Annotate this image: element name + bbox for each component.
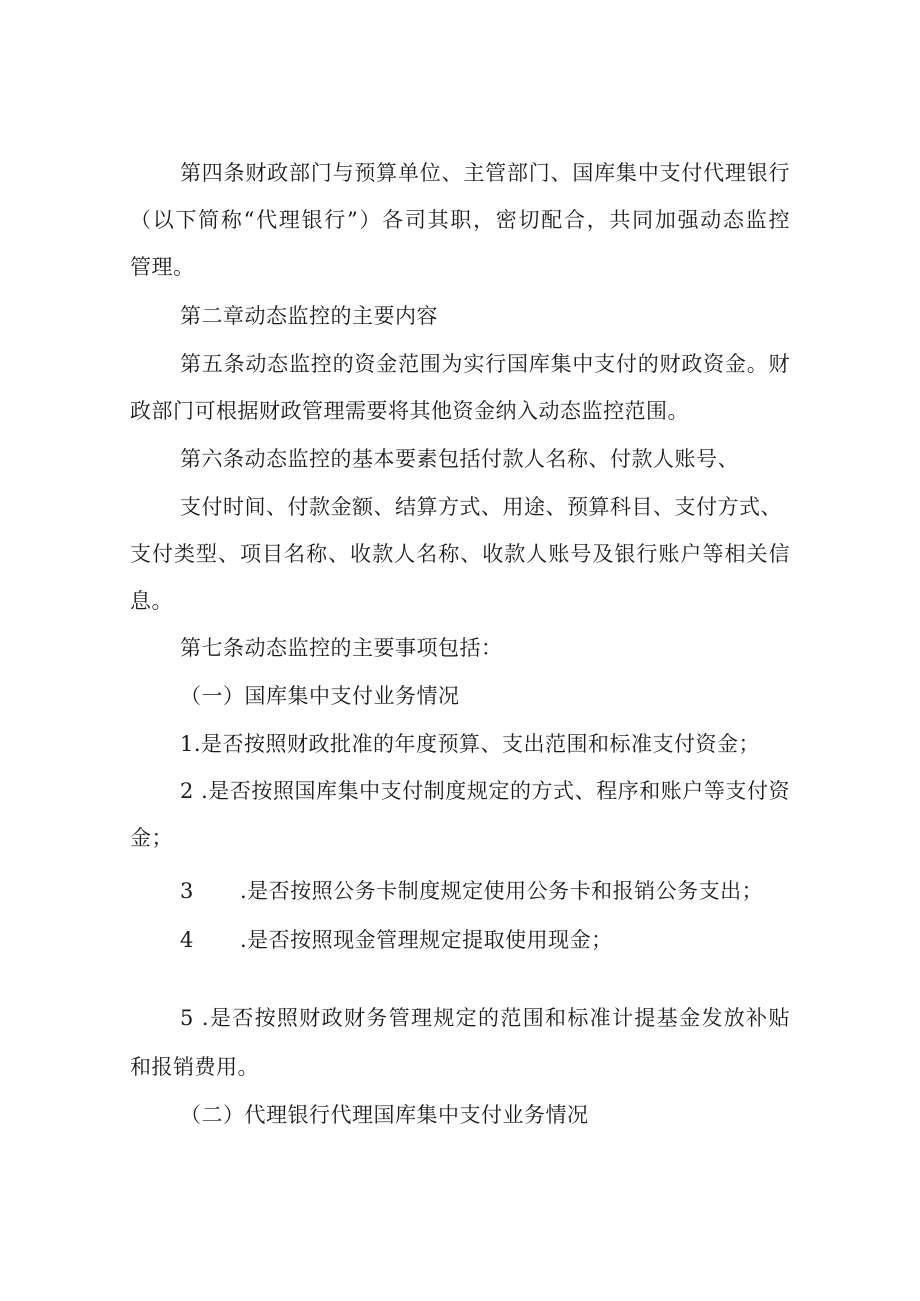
item-2-line-1: 2 .是否按照国库集中支付制度规定的方式、程序和账户等支付资 <box>180 779 790 803</box>
chapter-2-heading: 第二章动态监控的主要内容 <box>180 304 438 328</box>
article-5-line-2: 政部门可根据财政管理需要将其他资金纳入动态监控范围。 <box>130 399 689 423</box>
article-6-line-3: 支付类型、项目名称、收款人名称、收款人账号及银行账户等相关信 <box>130 542 790 566</box>
article-7-heading: 第七条动态监控的主要事项包括： <box>180 636 503 660</box>
item-4-number: 4 <box>180 928 194 952</box>
article-6-line-2: 支付时间、付款金额、结算方式、用途、预算科目、支付方式、 <box>180 495 782 519</box>
item-1: 1.是否按照财政批准的年度预算、支出范围和标准支付资金； <box>180 732 761 756</box>
article-5-line-1: 第五条动态监控的资金范围为实行国库集中支付的财政资金。财 <box>180 352 790 376</box>
article-6-line-1: 第六条动态监控的基本要素包括付款人名称、付款人账号、 <box>180 447 739 471</box>
item-4-text: .是否按照现金管理规定提取使用现金； <box>240 928 613 952</box>
item-5-line-2: 和报销费用。 <box>130 1055 259 1079</box>
article-4-line-2: （以下简称“代理银行”）各司其职，密切配合，共同加强动态监控 <box>130 208 790 232</box>
item-3-text: .是否按照公务卡制度规定使用公务卡和报销公务支出； <box>240 879 764 903</box>
item-5-line-1: 5 .是否按照财政财务管理规定的范围和标准计提基金发放补贴 <box>180 1006 790 1030</box>
item-2-line-2: 金； <box>130 826 173 850</box>
article-4-line-3: 管理。 <box>130 255 195 279</box>
article-4-line-1: 第四条财政部门与预算单位、主管部门、国库集中支付代理银行 <box>180 161 790 185</box>
item-3-number: 3 <box>180 879 194 903</box>
section-2-heading: （二）代理银行代理国库集中支付业务情况 <box>180 1103 589 1127</box>
article-6-line-4: 息。 <box>130 589 173 613</box>
section-1-heading: （一）国库集中支付业务情况 <box>180 684 460 708</box>
